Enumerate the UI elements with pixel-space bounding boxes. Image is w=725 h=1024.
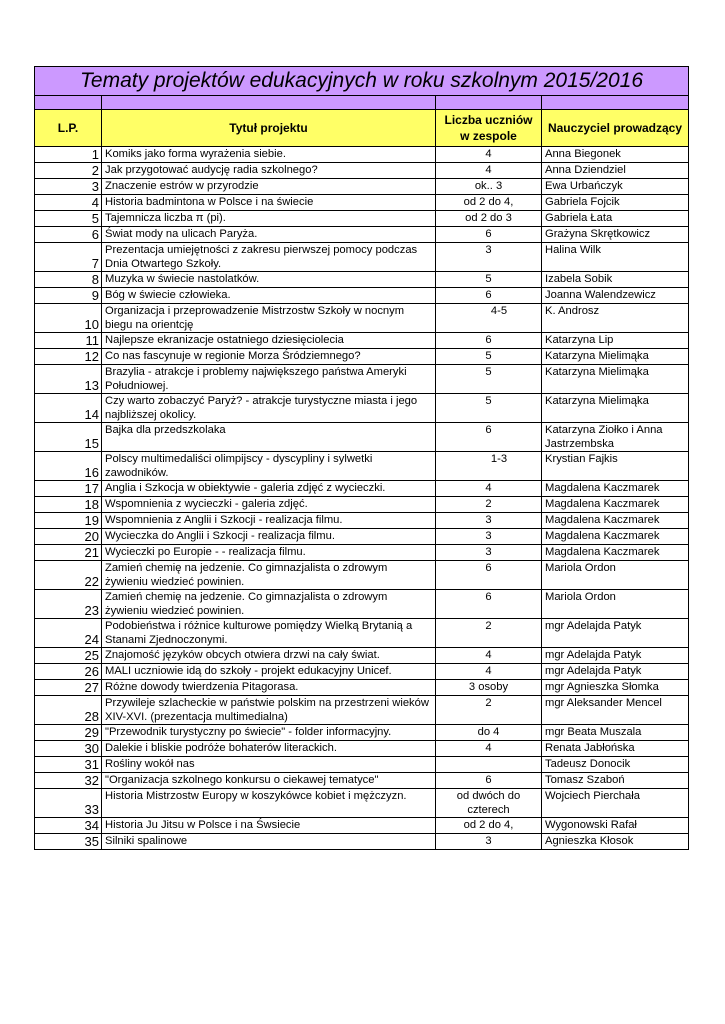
row-number: 20 xyxy=(35,529,102,545)
row-number: 29 xyxy=(35,725,102,741)
teacher-name: Tomasz Szaboń xyxy=(542,773,689,789)
project-title: Zamień chemię na jedzenie. Co gimnazjalista o zdrowym żywieniu wiedzieć powinien. xyxy=(102,590,436,619)
project-title: Historia Ju Jitsu w Polsce i na Śwsiecie xyxy=(102,818,436,834)
student-count: 6 xyxy=(436,333,542,349)
row-number: 10 xyxy=(35,304,102,333)
project-title: Prezentacja umiejętności z zakresu pierwszej pomocy podczas Dnia Otwartego Szkoły. xyxy=(102,243,436,272)
teacher-name: mgr Adelajda Patyk xyxy=(542,619,689,648)
table-row xyxy=(35,304,689,333)
row-number: 19 xyxy=(35,513,102,529)
table-row xyxy=(35,664,689,680)
teacher-name: Gabriela Łata xyxy=(542,211,689,227)
student-count: od 2 do 3 xyxy=(436,211,542,227)
row-number: 32 xyxy=(35,773,102,789)
row-number: 35 xyxy=(35,834,102,850)
table-row xyxy=(35,561,689,590)
table-row xyxy=(35,452,689,481)
teacher-name: mgr Aleksander Mencel xyxy=(542,696,689,725)
teacher-name: mgr Adelajda Patyk xyxy=(542,648,689,664)
student-count: 2 xyxy=(436,619,542,648)
student-count: do 4 xyxy=(436,725,542,741)
student-count: 4 xyxy=(436,163,542,179)
student-count: 6 xyxy=(436,288,542,304)
student-count: od 2 do 4, xyxy=(436,195,542,211)
teacher-name: Katarzyna Lip xyxy=(542,333,689,349)
spacer-row xyxy=(35,96,689,110)
table-row xyxy=(35,349,689,365)
project-title: Bajka dla przedszkolaka xyxy=(102,423,436,452)
project-title: Historia Mistrzostw Europy w koszykówce kobiet i mężczyzn. xyxy=(102,789,436,818)
teacher-name: Grażyna Skrętkowicz xyxy=(542,227,689,243)
row-number: 15 xyxy=(35,423,102,452)
row-number: 14 xyxy=(35,394,102,423)
student-count: 1-3 xyxy=(436,452,542,481)
row-number: 2 xyxy=(35,163,102,179)
teacher-name: Magdalena Kaczmarek xyxy=(542,529,689,545)
row-number: 26 xyxy=(35,664,102,680)
table-row xyxy=(35,757,689,773)
project-title: Historia badmintona w Polsce i na świecie xyxy=(102,195,436,211)
teacher-name: Ewa Urbańczyk xyxy=(542,179,689,195)
teacher-name: Magdalena Kaczmarek xyxy=(542,497,689,513)
project-title: MALI uczniowie idą do szkoły - projekt edukacyjny Unicef. xyxy=(102,664,436,680)
student-count: 3 xyxy=(436,513,542,529)
student-count: 3 osoby xyxy=(436,680,542,696)
teacher-name: Agnieszka Kłosok xyxy=(542,834,689,850)
student-count: 5 xyxy=(436,394,542,423)
row-number: 25 xyxy=(35,648,102,664)
table-row xyxy=(35,773,689,789)
header-count: Liczba uczniów w zespole xyxy=(436,110,542,147)
student-count: 6 xyxy=(436,590,542,619)
project-title: Bóg w świecie człowieka. xyxy=(102,288,436,304)
project-title: Czy warto zobaczyć Paryż? - atrakcje turystyczne miasta i jego najbliższej okolicy. xyxy=(102,394,436,423)
project-title: Organizacja i przeprowadzenie Mistrzostw Szkoły w nocnym biegu na orientcję xyxy=(102,304,436,333)
teacher-name: mgr Beata Muszala xyxy=(542,725,689,741)
table-row xyxy=(35,333,689,349)
teacher-name: Katarzyna Mielimąka xyxy=(542,394,689,423)
project-title: Silniki spalinowe xyxy=(102,834,436,850)
row-number: 24 xyxy=(35,619,102,648)
table-row xyxy=(35,834,689,850)
row-number: 3 xyxy=(35,179,102,195)
row-number: 4 xyxy=(35,195,102,211)
row-number: 9 xyxy=(35,288,102,304)
row-number: 11 xyxy=(35,333,102,349)
teacher-name: mgr Agnieszka Słomka xyxy=(542,680,689,696)
project-title: Zamień chemię na jedzenie. Co gimnazjalista o zdrowym żywieniu wiedzieć powinien. xyxy=(102,561,436,590)
row-number: 7 xyxy=(35,243,102,272)
teacher-name: mgr Adelajda Patyk xyxy=(542,664,689,680)
project-title: Świat mody na ulicach Paryża. xyxy=(102,227,436,243)
project-title: Wspomnienia z Anglii i Szkocji - realizacja filmu. xyxy=(102,513,436,529)
table-row xyxy=(35,147,689,163)
student-count: 4-5 xyxy=(436,304,542,333)
row-number: 6 xyxy=(35,227,102,243)
row-number: 22 xyxy=(35,561,102,590)
teacher-name: Katarzyna Ziołko i Anna Jastrzembska xyxy=(542,423,689,452)
student-count: 6 xyxy=(436,227,542,243)
table-row xyxy=(35,725,689,741)
teacher-name: Katarzyna Mielimąka xyxy=(542,349,689,365)
teacher-name: Krystian Fajkis xyxy=(542,452,689,481)
row-number: 28 xyxy=(35,696,102,725)
teacher-name: Halina Wilk xyxy=(542,243,689,272)
table-row xyxy=(35,545,689,561)
teacher-name: Mariola Ordon xyxy=(542,590,689,619)
table-row xyxy=(35,423,689,452)
student-count: 4 xyxy=(436,648,542,664)
header-teacher: Nauczyciel prowadzący xyxy=(542,110,689,147)
project-title: Przywileje szlacheckie w państwie polskim na przestrzeni wieków XIV-XVI. (prezentacja multimedialna) xyxy=(102,696,436,725)
table-row xyxy=(35,741,689,757)
header-title: Tytuł projektu xyxy=(102,110,436,147)
row-number: 5 xyxy=(35,211,102,227)
student-count: 3 xyxy=(436,834,542,850)
row-number: 23 xyxy=(35,590,102,619)
table-row xyxy=(35,648,689,664)
table-row xyxy=(35,227,689,243)
student-count: 5 xyxy=(436,349,542,365)
table-row xyxy=(35,211,689,227)
projects-table xyxy=(34,66,689,850)
project-title: Rośliny wokół nas xyxy=(102,757,436,773)
table-row xyxy=(35,619,689,648)
table-row xyxy=(35,365,689,394)
student-count: 4 xyxy=(436,481,542,497)
project-title: Znajomość języków obcych otwiera drzwi na cały świat. xyxy=(102,648,436,664)
teacher-name: Anna Dziendziel xyxy=(542,163,689,179)
table-row xyxy=(35,394,689,423)
teacher-name: K. Androsz xyxy=(542,304,689,333)
row-number: 8 xyxy=(35,272,102,288)
header-row xyxy=(35,110,689,147)
table-row xyxy=(35,789,689,818)
project-title: Anglia i Szkocja w obiektywie - galeria zdjęć z wycieczki. xyxy=(102,481,436,497)
teacher-name: Magdalena Kaczmarek xyxy=(542,545,689,561)
row-number: 18 xyxy=(35,497,102,513)
student-count: ok.. 3 xyxy=(436,179,542,195)
table-row xyxy=(35,481,689,497)
project-title: Najlepsze ekranizacje ostatniego dziesięciolecia xyxy=(102,333,436,349)
student-count: 4 xyxy=(436,741,542,757)
row-number: 30 xyxy=(35,741,102,757)
project-title: Dalekie i bliskie podróże bohaterów literackich. xyxy=(102,741,436,757)
row-number: 33 xyxy=(35,789,102,818)
project-title: Różne dowody twierdzenia Pitagorasa. xyxy=(102,680,436,696)
student-count: 3 xyxy=(436,243,542,272)
row-number: 13 xyxy=(35,365,102,394)
project-title: Brazylia - atrakcje i problemy największego państwa Ameryki Południowej. xyxy=(102,365,436,394)
project-title: "Organizacja szkolnego konkursu o ciekawej tematyce" xyxy=(102,773,436,789)
student-count: od dwóch do czterech xyxy=(436,789,542,818)
row-number: 27 xyxy=(35,680,102,696)
student-count: 6 xyxy=(436,423,542,452)
teacher-name: Renata Jabłońska xyxy=(542,741,689,757)
student-count: 2 xyxy=(436,696,542,725)
teacher-name: Tadeusz Donocik xyxy=(542,757,689,773)
project-title: Tajemnicza liczba π (pi). xyxy=(102,211,436,227)
header-lp: L.P. xyxy=(35,110,102,147)
row-number: 21 xyxy=(35,545,102,561)
teacher-name: Katarzyna Mielimąka xyxy=(542,365,689,394)
project-title: Wspomnienia z wycieczki - galeria zdjęć. xyxy=(102,497,436,513)
project-title: Komiks jako forma wyrażenia siebie. xyxy=(102,147,436,163)
teacher-name: Magdalena Kaczmarek xyxy=(542,513,689,529)
student-count: 4 xyxy=(436,147,542,163)
student-count xyxy=(436,757,542,773)
project-title: Wycieczki po Europie - - realizacja filmu. xyxy=(102,545,436,561)
table-row xyxy=(35,513,689,529)
teacher-name: Wojciech Pierchała xyxy=(542,789,689,818)
row-number: 31 xyxy=(35,757,102,773)
table-row xyxy=(35,818,689,834)
table-row xyxy=(35,696,689,725)
project-title: Znaczenie estrów w przyrodzie xyxy=(102,179,436,195)
row-number: 16 xyxy=(35,452,102,481)
table-row xyxy=(35,163,689,179)
table-row xyxy=(35,497,689,513)
student-count: od 2 do 4, xyxy=(436,818,542,834)
teacher-name: Magdalena Kaczmarek xyxy=(542,481,689,497)
project-title: Polscy multimedaliści olimpijscy - dyscypliny i sylwetki zawodników. xyxy=(102,452,436,481)
row-number: 34 xyxy=(35,818,102,834)
table-row xyxy=(35,680,689,696)
page-title: Tematy projektów edukacyjnych w roku szkolnym 2015/2016 xyxy=(35,67,689,96)
table-row xyxy=(35,179,689,195)
project-title: Jak przygotować audycję radia szkolnego? xyxy=(102,163,436,179)
teacher-name: Joanna Walendzewicz xyxy=(542,288,689,304)
table-row xyxy=(35,529,689,545)
student-count: 6 xyxy=(436,561,542,590)
teacher-name: Izabela Sobik xyxy=(542,272,689,288)
student-count: 5 xyxy=(436,365,542,394)
row-number: 12 xyxy=(35,349,102,365)
student-count: 4 xyxy=(436,664,542,680)
project-title: "Przewodnik turystyczny po świecie" - folder informacyjny. xyxy=(102,725,436,741)
table-row xyxy=(35,590,689,619)
student-count: 2 xyxy=(436,497,542,513)
title-row xyxy=(35,67,689,96)
student-count: 3 xyxy=(436,545,542,561)
row-number: 1 xyxy=(35,147,102,163)
table-row xyxy=(35,195,689,211)
teacher-name: Gabriela Fojcik xyxy=(542,195,689,211)
table-row xyxy=(35,243,689,272)
table-row xyxy=(35,288,689,304)
project-title: Podobieństwa i różnice kulturowe pomiędzy Wielką Brytanią a Stanami Zjednoczonymi. xyxy=(102,619,436,648)
student-count: 6 xyxy=(436,773,542,789)
student-count: 5 xyxy=(436,272,542,288)
teacher-name: Anna Biegonek xyxy=(542,147,689,163)
project-title: Muzyka w świecie nastolatków. xyxy=(102,272,436,288)
project-title: Co nas fascynuje w regionie Morza Śródziemnego? xyxy=(102,349,436,365)
table-row xyxy=(35,272,689,288)
teacher-name: Wygonowski Rafał xyxy=(542,818,689,834)
student-count: 3 xyxy=(436,529,542,545)
project-title: Wycieczka do Anglii i Szkocji - realizacja filmu. xyxy=(102,529,436,545)
teacher-name: Mariola Ordon xyxy=(542,561,689,590)
row-number: 17 xyxy=(35,481,102,497)
